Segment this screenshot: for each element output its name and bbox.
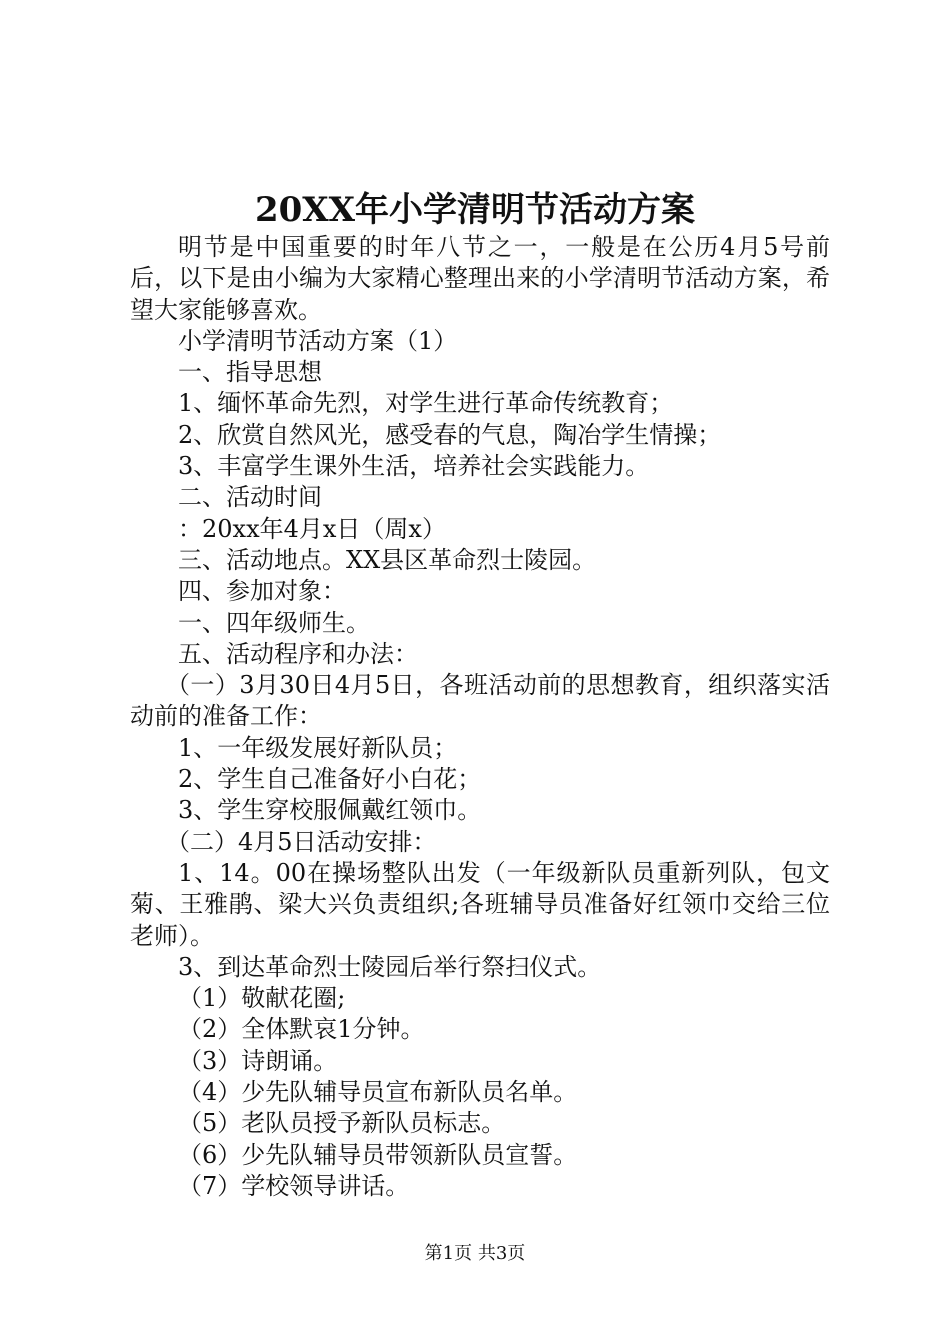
list-item: （5）老队员授予新队员标志。 <box>178 1109 506 1138</box>
list-item: ：20xx年4月x日（周x） <box>178 514 446 543</box>
section-heading: 一、指导思想 <box>178 358 322 387</box>
list-item: （7）学校领导讲话。 <box>178 1171 410 1200</box>
body-paragraph: （一）3月30日4月5日，各班活动前的思想教育，组织落实活动前的准备工作： <box>130 671 830 731</box>
list-item: 一、四年级师生。 <box>178 608 370 637</box>
list-item: （1）敬献花圈; <box>178 984 346 1013</box>
body-paragraph: 1、14。00在操场整队出发（一年级新队员重新列队，包文菊、王雅鹃、梁大兴负责组织;各班辅导员准备好红领巾交给三位老师）。 <box>130 858 830 950</box>
section-heading: 五、活动程序和办法： <box>178 639 418 668</box>
section-heading: 四、参加对象： <box>178 577 346 606</box>
list-item: （3）诗朗诵。 <box>178 1046 338 1075</box>
section-heading: 三、活动地点。XX县区革命烈士陵园。 <box>178 545 597 574</box>
list-item: （2）全体默哀1分钟。 <box>178 1015 425 1044</box>
list-item: （4）少先队辅导员宣布新队员名单。 <box>178 1078 578 1107</box>
list-item: 2、欣赏自然风光，感受春的气息，陶冶学生情操； <box>178 420 722 449</box>
list-item: 1、一年级发展好新队员； <box>178 733 458 762</box>
section-heading: 小学清明节活动方案（1） <box>178 326 458 355</box>
intro-paragraph: 明节是中国重要的时年八节之一，一般是在公历4月5号前后，以下是由小编为大家精心整理出来的小学清明节活动方案，希望大家能够喜欢。 <box>130 233 830 324</box>
list-item: （6）少先队辅导员带领新队员宣誓。 <box>178 1140 578 1169</box>
document-title: 20XX年小学清明节活动方案 <box>254 190 696 230</box>
section-heading: （二）4月5日活动安排： <box>166 827 437 856</box>
list-item: 2、学生自己准备好小白花； <box>178 765 482 794</box>
document-body <box>130 232 830 1202</box>
page-number-footer: 第1页 共3页 <box>424 1243 526 1264</box>
list-item: 3、学生穿校服佩戴红领巾。 <box>178 796 482 825</box>
list-item: 1、缅怀革命先烈，对学生进行革命传统教育； <box>178 389 674 418</box>
list-item: 3、到达革命烈士陵园后举行祭扫仪式。 <box>178 952 602 981</box>
list-item: 3、丰富学生课外生活，培养社会实践能力。 <box>178 452 650 481</box>
section-heading: 二、活动时间 <box>178 483 322 512</box>
